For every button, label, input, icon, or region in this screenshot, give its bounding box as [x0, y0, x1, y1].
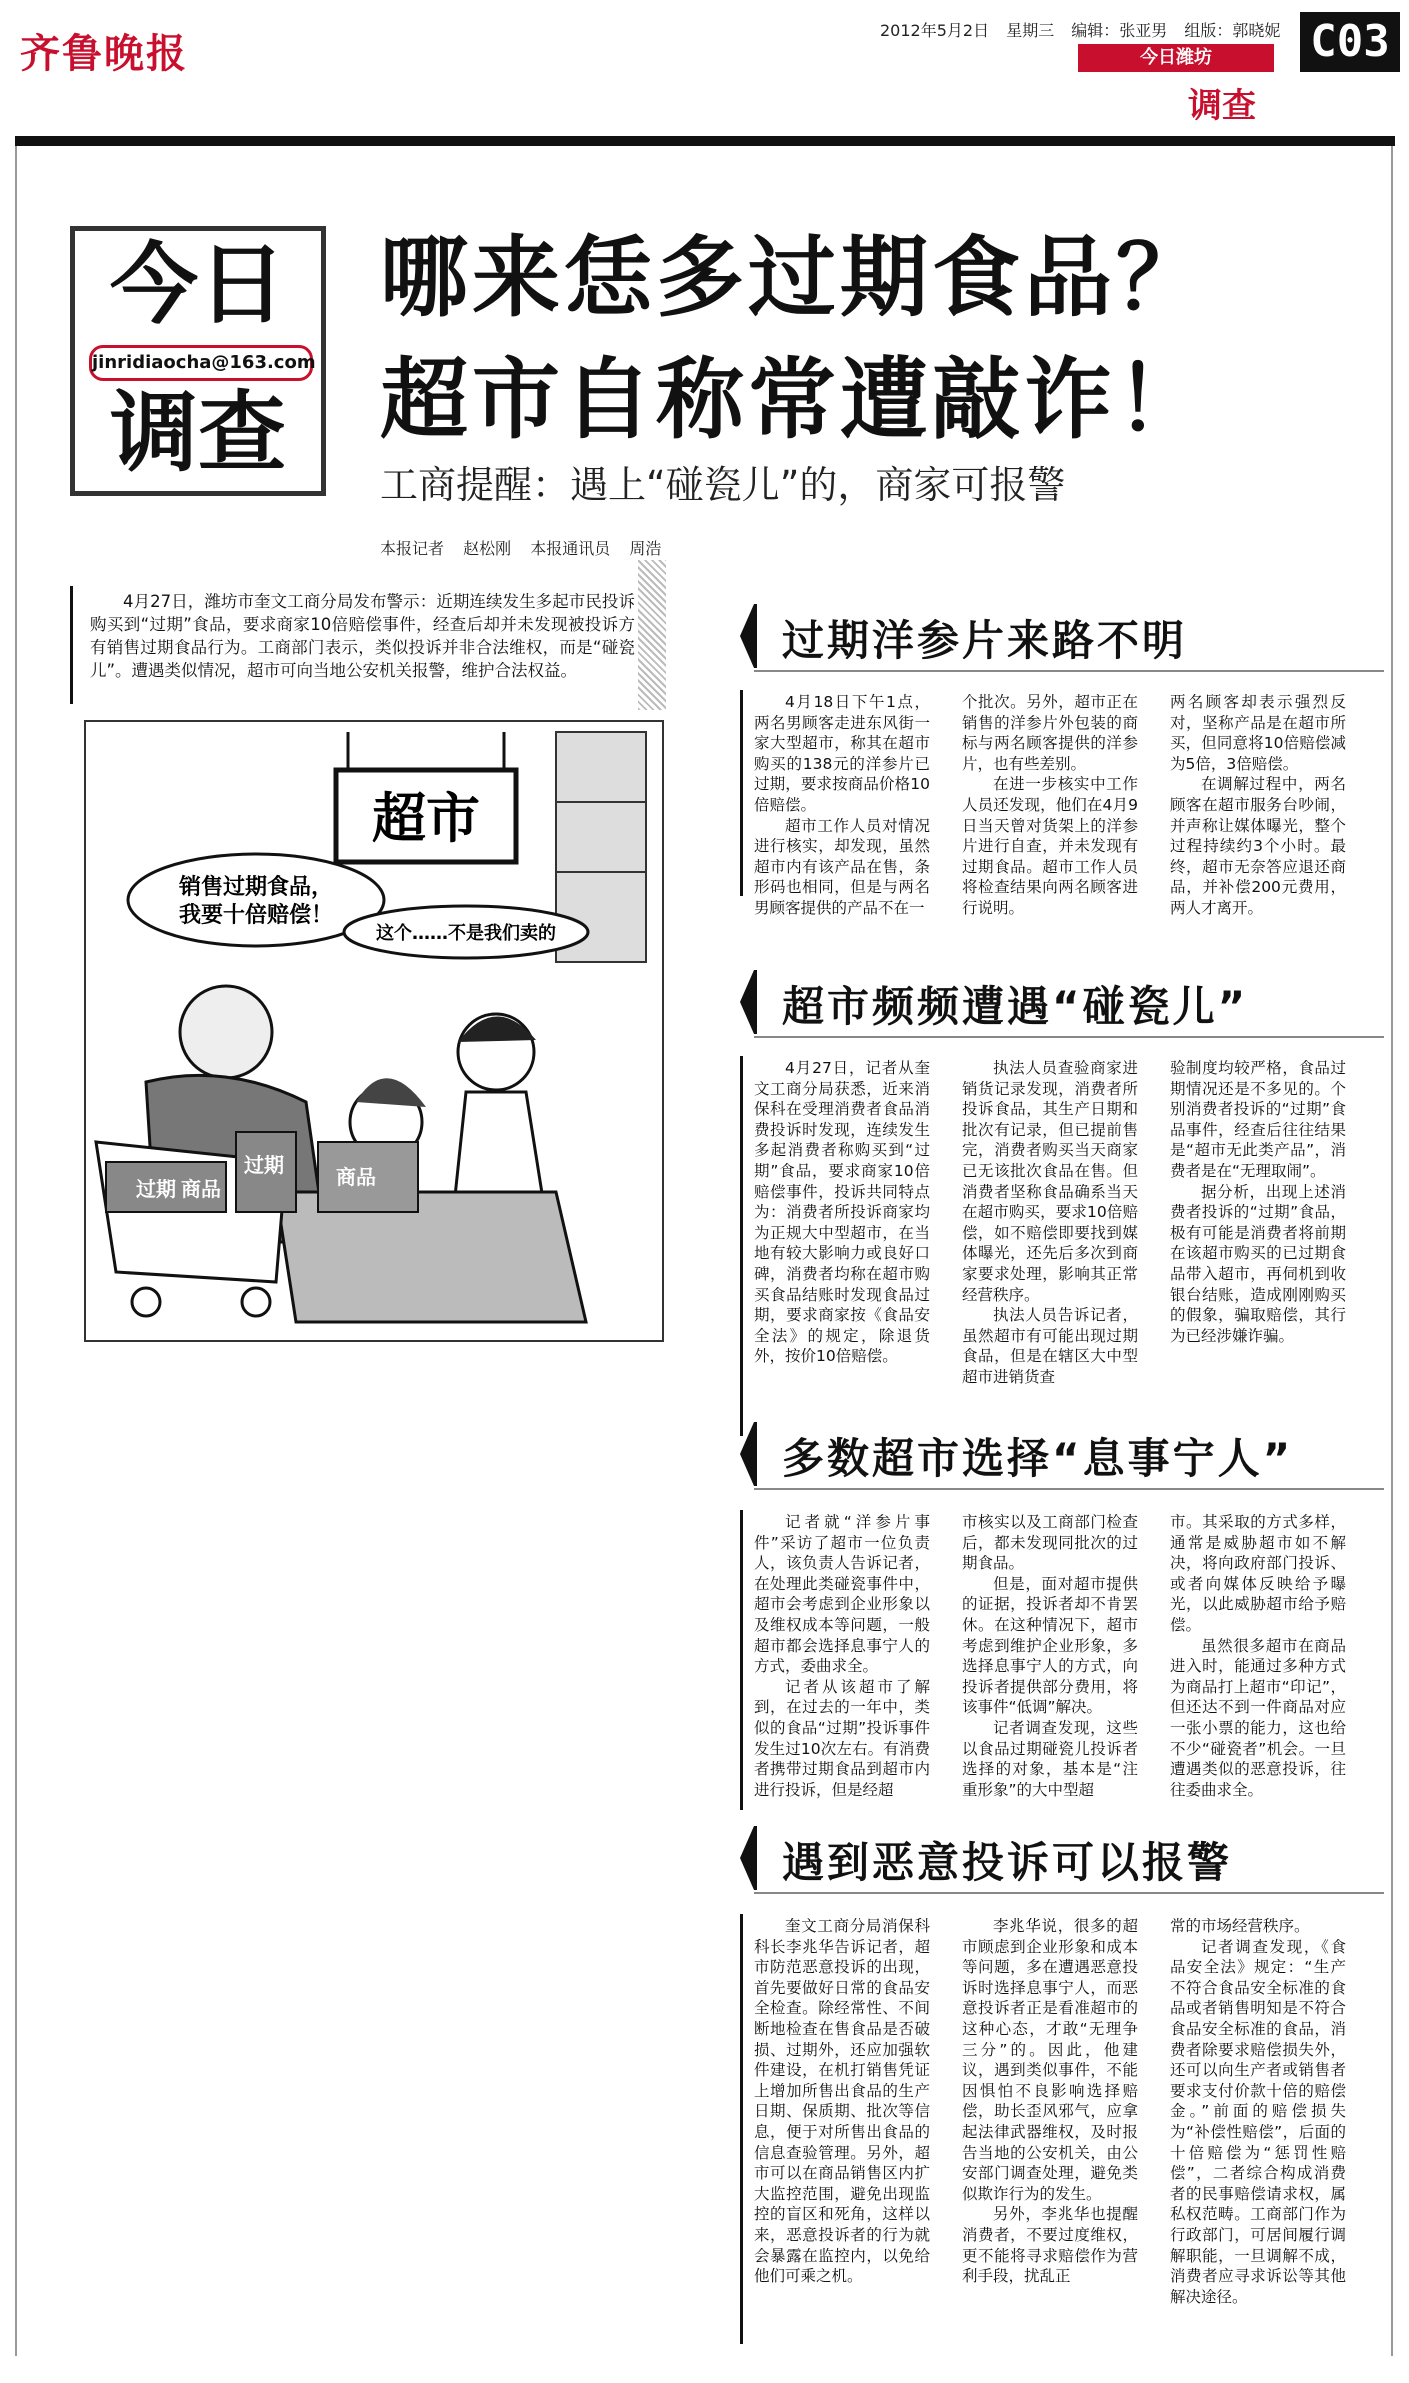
paragraph: 在调解过程中，两名顾客在超市服务台吵闹，并声称让媒体曝光，整个过程持续约3个小时。最终，超市无奈答应退还商品，并补偿200元费用，两人才离开。 — [1170, 775, 1346, 917]
paragraph: 记者调查发现，《食品安全法》规定：“生产不符合食品安全标准的食品或者销售明知是不符合食品安全标准的食品，消费者除要求赔偿损失外，还可以向生产者或销售者要求支付价款十倍的赔偿金。”前面的赔偿损失为“补偿性赔偿”，后面的十倍赔偿为“惩罚性赔偿”，二者综合构成消费者的民事赔偿请求权，属私权范畴。工商部门作为行政部门，可居间履行调解职能，一旦调解不成，消费者应寻求诉讼等其他解决途径。 — [1170, 1937, 1346, 2306]
section-2-col-3 — [1170, 1058, 1346, 1346]
issue-designer: 组版：郭晓妮 — [1184, 21, 1281, 40]
paragraph: 另外，李兆华也提醒消费者，不要过度维权，更不能将寻求赔偿作为营利手段，扰乱正 — [962, 2205, 1138, 2286]
section-4-col-2 — [962, 1916, 1138, 2287]
frame-left — [15, 146, 17, 2356]
section-4-col-1 — [754, 1916, 930, 2287]
paragraph: 奎文工商分局消保科科长李兆华告诉记者，超市防范恶意投诉的出现，首先要做好日常的食品安全检查。除经常性、不间断地检查在售食品是否破损、过期外，还应加强软件建设，在机打销售凭证上增加所售出食品的生产日期、保质期、批次等信息，便于对所售出食品的信息查验管理。另外，超市可以在商品销售区内扩大监控范围，避免出现监控的盲区和死角，这样以来，恶意投诉者的行为就会暴露在监控内，以免给他们可乘之机。 — [754, 1917, 930, 2286]
issue-date: 2012年5月2日 — [880, 21, 990, 40]
section-2-header — [740, 966, 1390, 1038]
bubble-customer-line1: 销售过期食品， — [178, 875, 334, 900]
paragraph: 常的市场经营秩序。 — [1170, 1917, 1310, 1935]
area-tab: 今日潍坊 — [1078, 44, 1274, 72]
frame-right — [1391, 146, 1393, 2356]
paragraph: 在进一步核实中工作人员还发现，他们在4月9日当天曾对货架上的洋参片进行自查，并未发现有过期食品。超市工作人员将检查结果向两名顾客进行说明。 — [962, 775, 1138, 917]
headline-line1: 哪来恁多过期食品？ — [380, 226, 1209, 329]
paragraph: 个批次。另外，超市正在销售的洋参片外包装的商标与两名顾客提供的洋参片，也有些差别。 — [962, 693, 1138, 773]
section-2-bar — [740, 1056, 743, 1436]
box-label-1: 过期 — [136, 1177, 176, 1201]
box-label-2: 商品 — [181, 1177, 221, 1201]
paragraph: 执法人员查验商家进销货记录发现，消费者所投诉食品，其生产日期和批次有记录，但已提前售完，消费者购买当天商家已无该批次食品在售。但消费者坚称食品确系当天在超市购买，要求10倍赔偿，如不赔偿即要找到媒体曝光，还先后多次到商家要求处理，影响其正常经营秩序。 — [962, 1059, 1138, 1304]
paragraph: 市核实以及工商部门检查后，都未发现同批次的过期食品。 — [962, 1513, 1138, 1573]
paragraph: 记者调查发现，这些以食品过期碰瓷儿投诉者选择的对象，基本是“注重形象”的大中型超 — [962, 1718, 1138, 1799]
paragraph: 市。其采取的方式多样，通常是威胁超市如不解决，将向政府部门投诉、或者向媒体反映给予曝光，以此威胁超市给予赔偿。 — [1170, 1513, 1346, 1634]
paragraph: 执法人员告诉记者，虽然超市有可能出现过期食品，但是在辖区大中型超市进销货查 — [962, 1306, 1138, 1386]
paragraph: 据分析，出现上述消费者投诉的“过期”食品，极有可能是消费者将前期在该超市购买的已过期食品带入超市，再伺机到收银台结账，造成刚刚购买的假象，骗取赔偿，其行为已经涉嫌诈骗。 — [1170, 1182, 1346, 1345]
section-3-bar — [740, 1510, 743, 1810]
issue-weekday: 星期三 — [1006, 21, 1055, 40]
top-rule — [15, 136, 1395, 146]
stamp-line1: 今日 — [109, 233, 286, 336]
issue-meta — [880, 18, 1292, 41]
decorative-hatching — [638, 560, 666, 710]
paragraph: 4月18日下午1点，两名男顾客走进东风街一家大型超市，称其在超市购买的138元的洋参片已过期，要求按商品价格10倍赔偿。 — [754, 693, 930, 814]
lead-paragraph: 4月27日，潍坊市奎文工商分局发布警示：近期连续发生多起市民投诉购买到“过期”食品，要求商家10倍赔偿事件，经查后却并未发现被投诉方有销售过期食品行为。工商部门表示，类似投诉并非合法维权，而是“碰瓷儿”。遭遇类似情况，超市可向当地公安机关报警，维护合法权益。 — [90, 592, 635, 680]
byline-role1: 本报记者 — [380, 539, 445, 558]
paragraph: 记者就“洋参片事件”采访了超市一位负责人，该负责人告诉记者，在处理此类碰瓷事件中，超市会考虑到企业形象以及维权成本等问题，一般超市都会选择息事宁人的方式，委曲求全。 — [754, 1513, 930, 1676]
paragraph: 两名顾客却表示强烈反对，坚称产品是在超市所买，但同意将10倍赔偿减为5倍，3倍赔偿。 — [1170, 693, 1346, 773]
subheadline: 工商提醒：遇上“碰瓷儿”的，商家可报警 — [380, 463, 1066, 507]
headline-line2: 超市自称常遭敲诈！ — [380, 348, 1209, 451]
cartoon-illustration — [84, 720, 664, 1342]
section-1-header — [740, 600, 1390, 672]
stamp-email: jinridiaocha@163.com — [89, 345, 313, 381]
box-label-3: 过期 — [244, 1153, 284, 1177]
section-4-header — [740, 1822, 1390, 1894]
page-number: C03 — [1300, 12, 1400, 72]
section-1-col-2 — [962, 692, 1138, 919]
section-4-col-3 — [1170, 1916, 1346, 2307]
customer-figure — [180, 986, 272, 1078]
paragraph: 4月27日，记者从奎文工商分局获悉，近来消保科在受理消费者食品消费投诉时发现，连续发生多起消费者称购买到“过期”食品，要求商家10倍赔偿事件，投诉共同特点为：消费者所投诉商家均为正规大中型超市，在当地有较大影响力或良好口碑，消费者均称在超市购买食品结账时发现食品过期，要求商家按《食品安全法》的规定，除退货外，按价10倍赔偿。 — [754, 1059, 930, 1366]
section-1-bar — [740, 690, 743, 896]
section-3-header — [740, 1418, 1390, 1490]
section-4-bar — [740, 1914, 743, 2344]
bubble-clerk-text: 这个……不是我们卖的 — [376, 923, 556, 944]
byline-name2: 周浩 — [629, 539, 662, 558]
section-3-title: 多数超市选择“息事宁人” — [782, 1434, 1294, 1483]
section-1-col-1 — [754, 692, 930, 919]
column-stamp — [70, 226, 326, 496]
byline-role2: 本报通讯员 — [530, 539, 611, 558]
paragraph: 超市工作人员对情况进行核实，却发现，虽然超市内有该产品在售，条形码也相同，但是与两名男顾客提供的产品不在一 — [754, 816, 930, 917]
section-1-title: 过期洋参片来路不明 — [782, 616, 1188, 665]
issue-editor: 编辑：张亚男 — [1071, 21, 1168, 40]
paragraph: 虽然很多超市在商品进入时，能通过多种方式为商品打上超市“印记”，但还达不到一件商品对应一张小票的能力，这也给不少“碰瓷者”机会。一旦遭遇类似的恶意投诉，往往委曲求全。 — [1170, 1636, 1346, 1799]
byline-name1: 赵松刚 — [463, 539, 512, 558]
store-sign-text: 超市 — [372, 787, 480, 850]
byline — [380, 536, 675, 559]
section-2-title: 超市频频遭遇“碰瓷儿” — [782, 982, 1249, 1031]
paragraph: 记者从该超市了解到，在过去的一年中，类似的食品“过期”投诉事件发生过10次左右。有消费者携带过期食品到超市内进行投诉，但是经超 — [754, 1677, 930, 1799]
section-3-col-1 — [754, 1512, 930, 1800]
lead-bar — [70, 586, 73, 704]
section-3-col-3 — [1170, 1512, 1346, 1800]
section-1-col-3 — [1170, 692, 1346, 919]
section-3-col-2 — [962, 1512, 1138, 1800]
paragraph: 但是，面对超市提供的证据，投诉者却不肯罢休。在这种情况下，超市考虑到维护企业形象，多选择息事宁人的方式，向投诉者提供部分费用，将该事件“低调”解决。 — [962, 1574, 1138, 1717]
newspaper-logo: 齐鲁晚报 — [20, 30, 188, 77]
section-4-title: 遇到恶意投诉可以报警 — [782, 1838, 1233, 1887]
paragraph: 李兆华说，很多的超市顾虑到企业形象和成本等问题，多在遭遇恶意投诉时选择息事宁人，而恶意投诉者正是看准超市的这种心态，才敢“无理争三分”的。因此，他建议，遇到类似事件，不能因惧怕不良影响选择赔偿，助长歪风邪气，应拿起法律武器维权，及时报告当地的公安机关，由公安部门调查处理，避免类似欺诈行为的发生。 — [962, 1917, 1138, 2203]
section-2-col-2 — [962, 1058, 1138, 1388]
section-2-col-1 — [754, 1058, 930, 1367]
section-label: 调查 — [1188, 86, 1256, 126]
box-label-4: 商品 — [336, 1165, 376, 1189]
paragraph: 验制度均较严格，食品过期情况还是不多见的。个别消费者投诉的“过期”食品事件，经查后往往结果是“超市无此类产品”，消费者是在“无理取闹”。 — [1170, 1059, 1346, 1180]
bubble-customer-line2: 我要十倍赔偿！ — [178, 903, 334, 928]
cartoon-drawing — [86, 722, 662, 1340]
stamp-line2: 调查 — [109, 381, 286, 484]
